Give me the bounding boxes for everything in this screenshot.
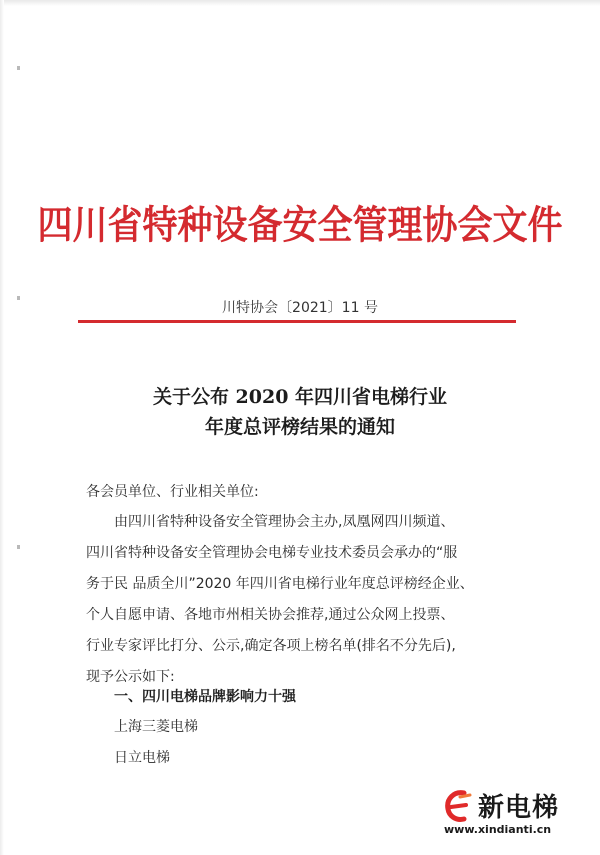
body-line: 务于民 品质全川”2020 年四川省电梯行业年度总评榜经企业、 [86,576,474,592]
watermark [442,787,582,839]
red-divider-line [78,320,516,323]
notice-title-line-1: 关于公布 2020 年四川省电梯行业 [152,386,448,408]
document-number: 川特协会〔2021〕11 号 [222,300,378,316]
salutation: 各会员单位、行业相关单位: [86,484,259,500]
scan-top-edge [0,0,600,6]
body-line: 由四川省特种设备安全管理协会主办,凤凰网四川频道、 [114,514,455,530]
issuer-header: 四川省特种设备安全管理协会文件 [37,202,563,249]
stylized-e-logo-icon [442,789,474,825]
body-paragraph [86,507,518,693]
binding-mark [17,545,20,549]
notice-title [0,382,600,442]
brand-list-item: 日立电梯 [114,750,170,766]
watermark-name: 新电梯 [478,793,560,823]
body-line: 个人自愿申请、各地市州相关协会推荐,通过公众网上投票、 [86,607,455,623]
section-heading: 一、四川电梯品牌影响力十强 [114,689,296,705]
brand-list-item: 上海三菱电梯 [114,719,198,735]
body-line: 现予公示如下: [86,669,175,685]
binding-mark [17,66,20,70]
body-line: 行业专家评比打分、公示,确定各项上榜名单(排名不分先后), [86,638,456,654]
watermark-url: www.xindianti.cn [444,823,552,836]
body-line: 四川省特种设备安全管理协会电梯专业技术委员会承办的“服 [86,545,458,561]
notice-title-line-2: 年度总评榜结果的通知 [204,416,395,438]
